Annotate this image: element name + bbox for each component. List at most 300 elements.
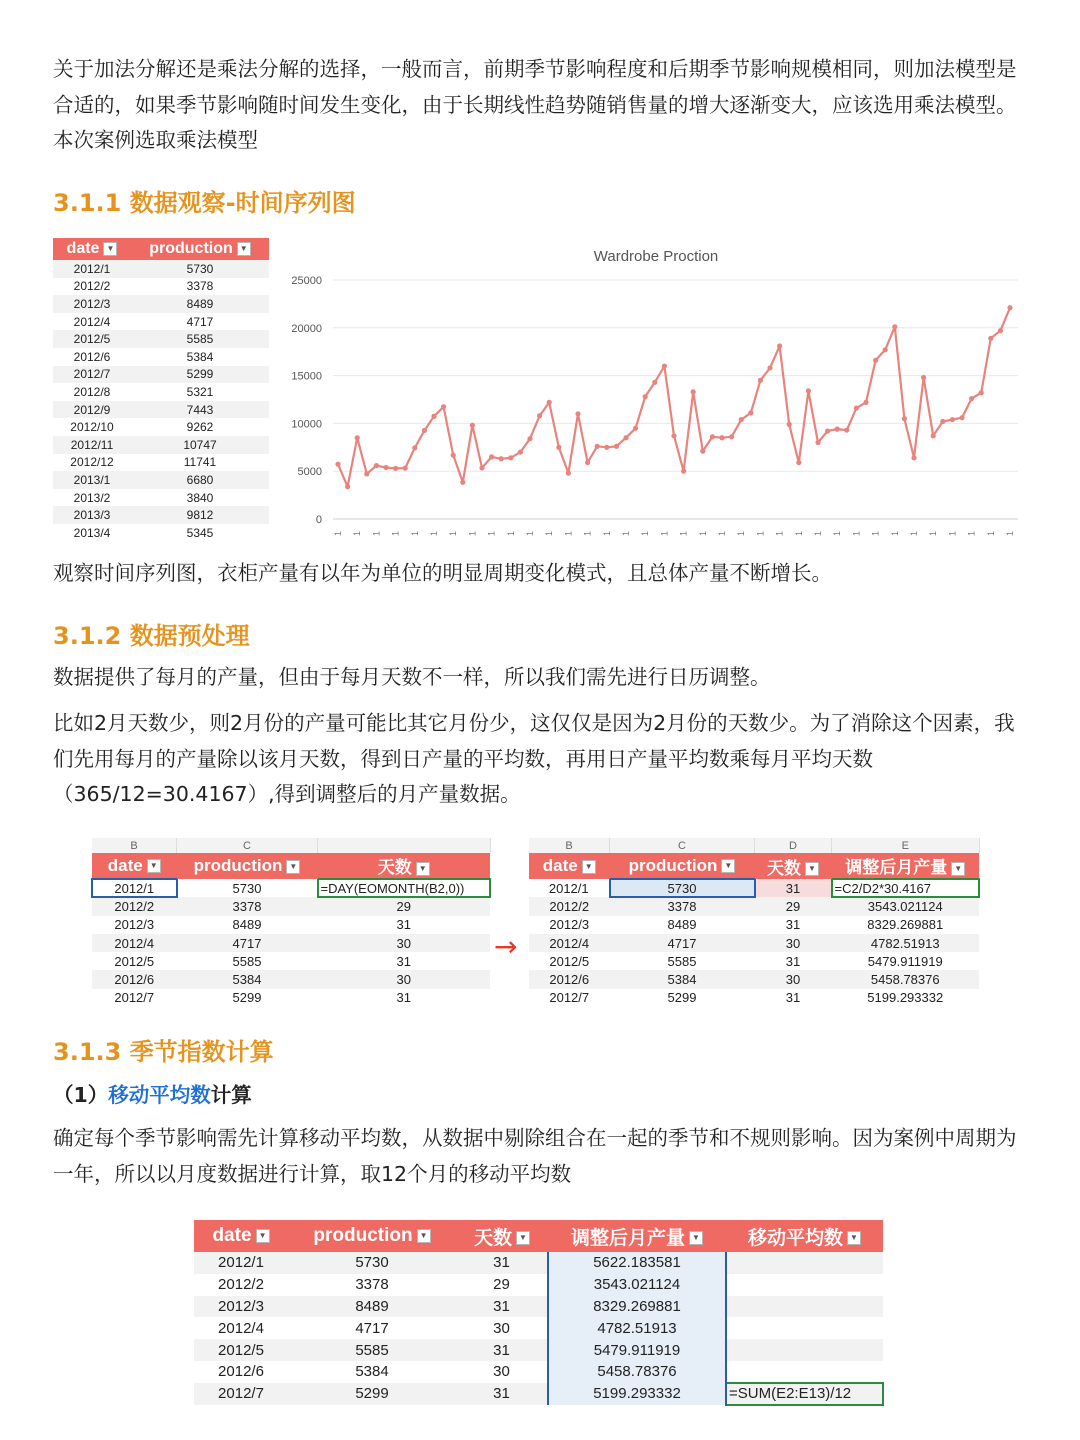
filter-dropdown-icon[interactable]: ▼ bbox=[256, 1229, 270, 1243]
y-tick-label: 25000 bbox=[291, 275, 322, 287]
x-tick-label: 1 bbox=[448, 531, 459, 537]
table-row bbox=[92, 952, 490, 970]
data-point bbox=[787, 422, 792, 427]
x-tick-label: 1 bbox=[640, 531, 651, 537]
time-series-chart bbox=[278, 237, 1030, 537]
adjusted-production-cell[interactable]: 3543.021124 bbox=[548, 1274, 726, 1296]
table-row bbox=[529, 970, 979, 988]
x-tick-label: 1 bbox=[505, 531, 516, 537]
arrow-right-icon: → bbox=[494, 930, 518, 963]
table-row bbox=[53, 489, 269, 507]
subheading-moving-average: （1）移动平均数计算 bbox=[53, 1083, 252, 1107]
data-point bbox=[911, 455, 916, 460]
data-point bbox=[1007, 305, 1012, 310]
series-line bbox=[338, 308, 1010, 487]
table-row bbox=[53, 313, 269, 331]
date-header[interactable]: date ▼ bbox=[53, 238, 131, 260]
moving-average-cell[interactable] bbox=[726, 1339, 883, 1361]
y-tick-label: 20000 bbox=[291, 322, 322, 335]
filter-dropdown-icon[interactable]: ▼ bbox=[417, 1229, 431, 1243]
data-point bbox=[623, 435, 628, 440]
intro-paragraph: 关于加法分解还是乘法分解的选择，一般而言，前期季节影响程度和后期季节影响规模相同，则加法模型是合适的，如果季节影响随时间发生变化，由于长期线性趋势随销售量的增大逐渐变大，应该选用乘法模型。本次案例选取乘法模型 bbox=[53, 57, 1017, 152]
date-cell[interactable]: 2013/3 bbox=[53, 506, 131, 524]
production-cell[interactable]: 4717 bbox=[610, 934, 755, 952]
date-cell[interactable]: 2012/5 bbox=[53, 330, 131, 348]
table-row bbox=[92, 989, 490, 1007]
date-cell[interactable]: 2012/9 bbox=[53, 401, 131, 419]
production-cell[interactable]: 5730 bbox=[232, 880, 262, 896]
x-tick-label: 1 bbox=[563, 531, 574, 537]
column-letter[interactable]: E bbox=[832, 838, 980, 853]
table-row bbox=[529, 897, 979, 915]
x-tick-label: 1 bbox=[352, 531, 363, 537]
filter-dropdown-icon[interactable]: ▼ bbox=[847, 1231, 861, 1245]
date-cell[interactable]: 2012/7 bbox=[114, 990, 155, 1006]
adjusted-production-cell[interactable]: 4782.51913 bbox=[548, 1317, 726, 1339]
data-point bbox=[652, 380, 657, 385]
production-cell[interactable]: 7443 bbox=[131, 401, 269, 419]
production-header[interactable]: production ▼ bbox=[177, 853, 318, 879]
date-cell[interactable]: 2012/5 bbox=[114, 953, 155, 969]
date-cell[interactable]: 2012/1 bbox=[548, 880, 589, 896]
days-cell[interactable]: 31 bbox=[785, 917, 801, 933]
adjusted-production-cell[interactable]: 4782.51913 bbox=[832, 934, 980, 952]
data-point bbox=[508, 455, 513, 460]
filter-dropdown-icon[interactable]: ▼ bbox=[286, 860, 300, 874]
data-point bbox=[479, 465, 484, 470]
preprocess-paragraph-2: 比如2月天数少，则2月份的产量可能比其它月份少，这仅仅是因为2月份的天数少。为了消除这个因素，我们先用每月的产量除以该月天数，得到日产量的平均数，再用日产量平均数乘每月平均天数（365/12=30.4167）,得到调整后的月产量数据。 bbox=[53, 711, 1015, 806]
date-cell[interactable]: 2012/3 bbox=[194, 1296, 288, 1318]
days-cell[interactable]: 30 bbox=[493, 1319, 510, 1337]
date-cell[interactable]: 2012/2 bbox=[92, 897, 177, 915]
date-cell[interactable]: 2012/4 bbox=[529, 934, 610, 952]
adjusted-production-cell[interactable]: 5622.183581 bbox=[548, 1252, 726, 1274]
data-point bbox=[988, 336, 993, 341]
table-row bbox=[194, 1339, 883, 1361]
data-point bbox=[729, 434, 734, 439]
data-point bbox=[662, 363, 667, 368]
x-tick-label: 1 bbox=[390, 531, 401, 537]
date-cell[interactable]: 2012/10 bbox=[70, 420, 114, 435]
data-point bbox=[719, 435, 724, 440]
data-point bbox=[931, 433, 936, 438]
production-cell[interactable]: 4717 bbox=[186, 314, 214, 329]
table-row bbox=[53, 454, 269, 472]
days-cell[interactable]: 31 bbox=[456, 1252, 548, 1274]
table-row bbox=[53, 401, 269, 419]
date-cell[interactable]: 2012/2 bbox=[529, 897, 610, 915]
adjusted-production-cell[interactable]: 5458.78376 bbox=[832, 970, 980, 988]
date-cell[interactable]: 2012/2 bbox=[73, 279, 111, 294]
days-cell[interactable]: 30 bbox=[318, 970, 491, 988]
date-cell[interactable]: 2012/7 bbox=[549, 990, 590, 1006]
table-row bbox=[529, 879, 979, 897]
adjusted-table bbox=[529, 838, 980, 1007]
moving-average-paragraph: 确定每个季节影响需先计算移动平均数，从数据中剔除组合在一起的季节和不规则影响。因为案例中周期为一年，所以以月度数据进行计算，取12个月的移动平均数 bbox=[53, 1126, 1017, 1186]
x-tick-label: 1 bbox=[429, 531, 439, 537]
data-point bbox=[998, 328, 1003, 333]
data-point bbox=[585, 460, 590, 465]
section-heading-3-1-2: 3.1.2 数据预处理 bbox=[53, 622, 250, 650]
x-tick-label: 1 bbox=[467, 531, 478, 537]
moving-average-table bbox=[194, 1220, 884, 1406]
days-header[interactable]: 天数 ▼ bbox=[755, 853, 832, 879]
moving-average-cell[interactable] bbox=[726, 1317, 883, 1339]
table-row bbox=[194, 1274, 883, 1296]
days-cell[interactable]: 29 bbox=[755, 897, 832, 915]
data-point bbox=[979, 390, 984, 395]
x-tick-label: 1 bbox=[966, 531, 977, 537]
data-point bbox=[921, 375, 926, 380]
x-tick-label: 1 bbox=[851, 531, 862, 537]
table-row bbox=[529, 916, 979, 934]
filter-dropdown-icon[interactable]: ▼ bbox=[805, 862, 819, 876]
date-cell[interactable]: 2012/3 bbox=[114, 917, 155, 933]
days-cell[interactable]: 31 bbox=[785, 953, 801, 969]
days-cell[interactable]: 30 bbox=[318, 934, 491, 952]
data-point bbox=[595, 444, 600, 449]
data-point bbox=[537, 413, 542, 418]
section-heading-3-1-3: 3.1.3 季节指数计算 bbox=[53, 1038, 274, 1066]
x-tick-label: 1 bbox=[909, 531, 919, 537]
production-cell[interactable]: 5384 bbox=[355, 1363, 389, 1381]
production-cell[interactable]: 3378 bbox=[177, 897, 318, 915]
moving-average-link[interactable]: 移动平均数 bbox=[108, 1083, 211, 1107]
formula-cell[interactable]: =SUM(E2:E13)/12 bbox=[726, 1383, 883, 1405]
production-cell[interactable]: 3378 bbox=[610, 897, 755, 915]
production-cell[interactable]: 8489 bbox=[232, 917, 262, 933]
table-row bbox=[194, 1383, 883, 1405]
production-cell[interactable]: 5299 bbox=[288, 1383, 456, 1405]
x-tick-label: 1 bbox=[621, 531, 631, 537]
production-cell[interactable]: 5730 bbox=[288, 1252, 456, 1274]
production-cell[interactable]: 8489 bbox=[288, 1296, 456, 1318]
x-tick-label: 1 bbox=[659, 531, 670, 537]
filter-dropdown-icon[interactable]: ▼ bbox=[516, 1231, 530, 1245]
data-point bbox=[393, 466, 398, 471]
production-header[interactable]: production ▼ bbox=[610, 853, 755, 879]
days-cell[interactable]: 31 bbox=[396, 990, 411, 1006]
production-cell[interactable]: 5299 bbox=[131, 366, 269, 384]
x-tick-label: 1 bbox=[582, 531, 593, 537]
x-tick-label: 1 bbox=[947, 531, 958, 537]
days-cell[interactable]: 31 bbox=[456, 1339, 548, 1361]
table-row bbox=[194, 1361, 883, 1383]
x-tick-label: 1 bbox=[601, 531, 612, 537]
production-cell[interactable]: 5345 bbox=[186, 525, 214, 540]
y-tick-label: 0 bbox=[315, 514, 322, 526]
data-point bbox=[959, 415, 964, 420]
filter-dropdown-icon[interactable]: ▼ bbox=[237, 242, 251, 256]
data-point bbox=[460, 480, 465, 485]
table-row bbox=[92, 934, 490, 952]
x-tick-label: 1 bbox=[755, 531, 766, 537]
production-cell[interactable]: 5299 bbox=[232, 990, 262, 1006]
data-point bbox=[643, 394, 648, 399]
date-cell[interactable]: 2012/7 bbox=[53, 366, 131, 384]
filter-dropdown-icon[interactable]: ▼ bbox=[951, 862, 965, 876]
data-point bbox=[383, 465, 388, 470]
date-cell[interactable]: 2013/2 bbox=[73, 490, 111, 505]
data-point bbox=[844, 427, 849, 432]
production-cell[interactable]: 5730 bbox=[610, 879, 755, 897]
date-cell[interactable]: 2012/1 bbox=[194, 1252, 288, 1274]
production-cell[interactable]: 8489 bbox=[667, 917, 697, 933]
moving-average-cell[interactable] bbox=[726, 1361, 883, 1383]
production-cell[interactable]: 3840 bbox=[186, 490, 214, 505]
filter-dropdown-icon[interactable]: ▼ bbox=[416, 862, 430, 876]
data-point bbox=[883, 347, 888, 352]
date-cell[interactable]: 2012/4 bbox=[218, 1319, 264, 1337]
date-cell[interactable]: 2012/4 bbox=[73, 314, 111, 329]
adjusted-production-cell[interactable]: 3543.021124 bbox=[832, 897, 980, 915]
table-row bbox=[53, 366, 269, 384]
column-letter[interactable]: B bbox=[529, 838, 610, 853]
data-point bbox=[940, 419, 945, 424]
data-point bbox=[431, 414, 436, 419]
data-point bbox=[815, 440, 820, 445]
data-point bbox=[374, 463, 379, 468]
production-cell[interactable]: 5585 bbox=[667, 953, 697, 969]
chart-title: Wardrobe Proction bbox=[593, 248, 719, 265]
filter-dropdown-icon[interactable]: ▼ bbox=[689, 1231, 703, 1245]
x-tick-label: 1 bbox=[928, 531, 939, 537]
data-point bbox=[758, 378, 763, 383]
date-cell[interactable]: 2012/3 bbox=[53, 295, 131, 313]
date-cell[interactable]: 2012/1 bbox=[92, 879, 177, 897]
days-cell[interactable]: 29 bbox=[318, 897, 491, 915]
data-point bbox=[364, 471, 369, 476]
section-heading-3-1-1: 3.1.1 数据观察-时间序列图 bbox=[53, 189, 356, 217]
x-tick-label: 1 bbox=[870, 531, 881, 537]
observation-paragraph: 观察时间序列图，衣柜产量有以年为单位的明显周期变化模式，且总体产量不断增长。 bbox=[53, 561, 832, 585]
data-point bbox=[575, 411, 580, 416]
production-cell[interactable]: 5585 bbox=[131, 330, 269, 348]
days-cell[interactable]: 31 bbox=[456, 1296, 548, 1318]
date-cell[interactable]: 2012/4 bbox=[92, 934, 177, 952]
x-tick-label: 1 bbox=[697, 531, 708, 537]
date-cell[interactable]: 2012/5 bbox=[194, 1339, 288, 1361]
x-tick-label: 1 bbox=[544, 531, 555, 537]
date-header[interactable]: date ▼ bbox=[194, 1220, 288, 1252]
production-cell[interactable]: 5299 bbox=[667, 990, 697, 1006]
x-tick-label: 1 bbox=[832, 531, 843, 537]
data-point bbox=[633, 426, 638, 431]
table-row bbox=[53, 383, 269, 401]
column-letter[interactable]: B bbox=[92, 838, 177, 853]
data-point bbox=[700, 449, 705, 454]
data-point bbox=[710, 434, 715, 439]
x-tick-label: 1 bbox=[1005, 531, 1015, 537]
production-cell[interactable]: 5321 bbox=[186, 384, 214, 399]
table-row bbox=[194, 1317, 883, 1339]
data-point bbox=[969, 396, 974, 401]
data-point bbox=[854, 406, 859, 411]
adjusted-production-cell[interactable]: 8329.269881 bbox=[867, 917, 944, 933]
data-point bbox=[355, 435, 360, 440]
adjusted-production-cell[interactable]: 5479.911919 bbox=[867, 953, 943, 969]
data-point bbox=[412, 445, 417, 450]
moving-average-cell[interactable] bbox=[726, 1296, 883, 1318]
days-cell[interactable]: 31 bbox=[396, 917, 411, 933]
filter-dropdown-icon[interactable]: ▼ bbox=[103, 242, 117, 256]
days-cell[interactable]: 30 bbox=[755, 934, 832, 952]
production-cell[interactable]: 6680 bbox=[131, 471, 269, 489]
x-tick-label: 1 bbox=[793, 531, 804, 537]
adjusted-production-cell[interactable]: 5199.293332 bbox=[867, 990, 944, 1006]
data-point bbox=[796, 460, 801, 465]
table-row bbox=[92, 897, 490, 915]
production-cell[interactable]: 9812 bbox=[131, 506, 269, 524]
moving-average-cell[interactable] bbox=[726, 1252, 883, 1274]
data-point bbox=[470, 423, 475, 428]
formula-cell[interactable]: =C2/D2*30.4167 bbox=[832, 879, 980, 897]
production-header[interactable]: production ▼ bbox=[131, 238, 269, 260]
days-cell[interactable]: 31 bbox=[785, 990, 801, 1006]
table-row bbox=[53, 524, 269, 542]
x-tick-label: 1 bbox=[717, 531, 727, 537]
moving-average-header[interactable]: 移动平均数 ▼ bbox=[726, 1220, 883, 1252]
data-point bbox=[671, 433, 676, 438]
production-cell[interactable]: 5585 bbox=[288, 1339, 456, 1361]
days-cell[interactable]: 31 bbox=[755, 879, 832, 897]
filter-dropdown-icon[interactable]: ▼ bbox=[721, 859, 735, 873]
data-point bbox=[527, 436, 532, 441]
table-row bbox=[92, 970, 490, 988]
date-cell[interactable]: 2012/8 bbox=[73, 384, 111, 399]
days-cell[interactable]: 30 bbox=[493, 1363, 510, 1381]
table-row bbox=[53, 418, 269, 436]
date-cell[interactable]: 2012/12 bbox=[70, 455, 114, 470]
date-cell[interactable]: 2012/11 bbox=[53, 436, 131, 454]
data-point bbox=[556, 445, 561, 450]
data-point bbox=[892, 324, 897, 329]
preprocess-paragraph-1: 数据提供了每月的产量，但由于每月天数不一样，所以我们需先进行日历调整。 bbox=[53, 665, 771, 689]
table-row bbox=[53, 260, 269, 278]
data-point bbox=[777, 343, 782, 348]
date-header[interactable]: date ▼ bbox=[529, 853, 610, 879]
days-cell[interactable]: 29 bbox=[493, 1276, 510, 1294]
production-header[interactable]: production ▼ bbox=[288, 1220, 456, 1252]
data-point bbox=[825, 428, 830, 433]
data-point bbox=[873, 358, 878, 363]
production-cell[interactable]: 10747 bbox=[131, 436, 269, 454]
data-point bbox=[691, 389, 696, 394]
data-point bbox=[403, 466, 408, 471]
table-row bbox=[53, 506, 269, 524]
date-cell[interactable]: 2012/1 bbox=[53, 260, 131, 278]
table-row bbox=[53, 436, 269, 454]
date-cell[interactable]: 2012/6 bbox=[218, 1363, 264, 1381]
date-cell[interactable]: 2012/6 bbox=[92, 970, 177, 988]
table-row bbox=[529, 952, 979, 970]
filter-dropdown-icon[interactable]: ▼ bbox=[147, 859, 161, 873]
production-cell[interactable]: 4717 bbox=[355, 1319, 389, 1337]
date-cell[interactable]: 2012/6 bbox=[529, 970, 610, 988]
x-tick-label: 1 bbox=[678, 531, 689, 537]
production-cell[interactable]: 5730 bbox=[131, 260, 269, 278]
filter-dropdown-icon[interactable]: ▼ bbox=[582, 860, 596, 874]
data-point bbox=[566, 471, 571, 476]
table-row bbox=[53, 330, 269, 348]
date-cell[interactable]: 2012/2 bbox=[218, 1276, 264, 1294]
days-cell[interactable]: 31 bbox=[396, 953, 411, 969]
production-cell[interactable]: 3378 bbox=[186, 279, 214, 294]
column-letter[interactable]: D bbox=[755, 838, 832, 853]
production-cell[interactable]: 5384 bbox=[610, 970, 755, 988]
production-cell[interactable]: 5384 bbox=[177, 970, 318, 988]
data-point bbox=[335, 462, 340, 467]
production-cell[interactable]: 9262 bbox=[186, 420, 214, 435]
column-letter[interactable] bbox=[318, 838, 491, 853]
y-tick-label: 5000 bbox=[297, 466, 322, 479]
table-row bbox=[92, 879, 490, 897]
data-point bbox=[441, 404, 446, 409]
data-point bbox=[614, 444, 619, 449]
date-cell[interactable]: 2012/5 bbox=[549, 953, 590, 969]
data-point bbox=[863, 400, 868, 405]
production-cell[interactable]: 3378 bbox=[355, 1276, 389, 1294]
production-cell[interactable]: 4717 bbox=[177, 934, 318, 952]
adjusted-production-header[interactable]: 调整后月产量 ▼ bbox=[548, 1220, 726, 1252]
production-cell[interactable]: 8489 bbox=[131, 295, 269, 313]
adjusted-production-cell[interactable]: 8329.269881 bbox=[548, 1296, 726, 1318]
column-letter[interactable]: C bbox=[610, 838, 755, 853]
production-cell[interactable]: 11741 bbox=[183, 455, 217, 470]
days-table bbox=[91, 838, 491, 1007]
x-tick-label: 1 bbox=[813, 531, 823, 537]
days-header[interactable]: 天数 ▼ bbox=[456, 1220, 548, 1252]
table-row bbox=[194, 1296, 883, 1318]
production-cell[interactable]: 5585 bbox=[232, 953, 262, 969]
x-tick-label: 1 bbox=[736, 531, 747, 537]
date-cell[interactable]: 2013/4 bbox=[73, 525, 111, 540]
date-cell[interactable]: 2012/7 bbox=[194, 1383, 288, 1405]
data-point bbox=[518, 449, 523, 454]
table-row bbox=[53, 295, 269, 313]
data-point bbox=[835, 427, 840, 432]
column-letter[interactable]: C bbox=[177, 838, 318, 853]
adjusted-production-cell[interactable]: 5458.78376 bbox=[548, 1361, 726, 1383]
adjusted-production-cell[interactable]: 5479.911919 bbox=[548, 1339, 726, 1361]
data-point bbox=[806, 388, 811, 393]
data-point bbox=[451, 453, 456, 458]
formula-cell[interactable]: =DAY(EOMONTH(B2,0)) bbox=[318, 879, 491, 897]
adjusted-production-header[interactable]: 调整后月产量 ▼ bbox=[832, 853, 980, 879]
data-point bbox=[748, 410, 753, 415]
data-point bbox=[604, 445, 609, 450]
days-cell[interactable]: 31 bbox=[456, 1383, 548, 1405]
x-tick-label: 1 bbox=[486, 531, 497, 537]
date-cell[interactable]: 2012/3 bbox=[549, 917, 590, 933]
date-cell[interactable]: 2013/1 bbox=[53, 471, 131, 489]
table-row bbox=[194, 1252, 883, 1274]
date-header[interactable]: date ▼ bbox=[92, 853, 177, 879]
data-point bbox=[422, 428, 427, 433]
table-row bbox=[53, 471, 269, 489]
x-tick-label: 1 bbox=[774, 531, 785, 537]
data-point bbox=[547, 400, 552, 405]
days-header[interactable]: 天数 ▼ bbox=[318, 853, 491, 879]
line-chart-svg bbox=[278, 237, 1030, 537]
data-point bbox=[499, 456, 504, 461]
adjusted-production-cell[interactable]: 5199.293332 bbox=[548, 1383, 726, 1405]
production-cell[interactable]: 5384 bbox=[186, 349, 214, 364]
days-cell[interactable]: 30 bbox=[755, 970, 832, 988]
y-tick-label: 15000 bbox=[291, 370, 322, 383]
moving-average-cell[interactable] bbox=[726, 1274, 883, 1296]
date-cell[interactable]: 2012/6 bbox=[73, 349, 111, 364]
